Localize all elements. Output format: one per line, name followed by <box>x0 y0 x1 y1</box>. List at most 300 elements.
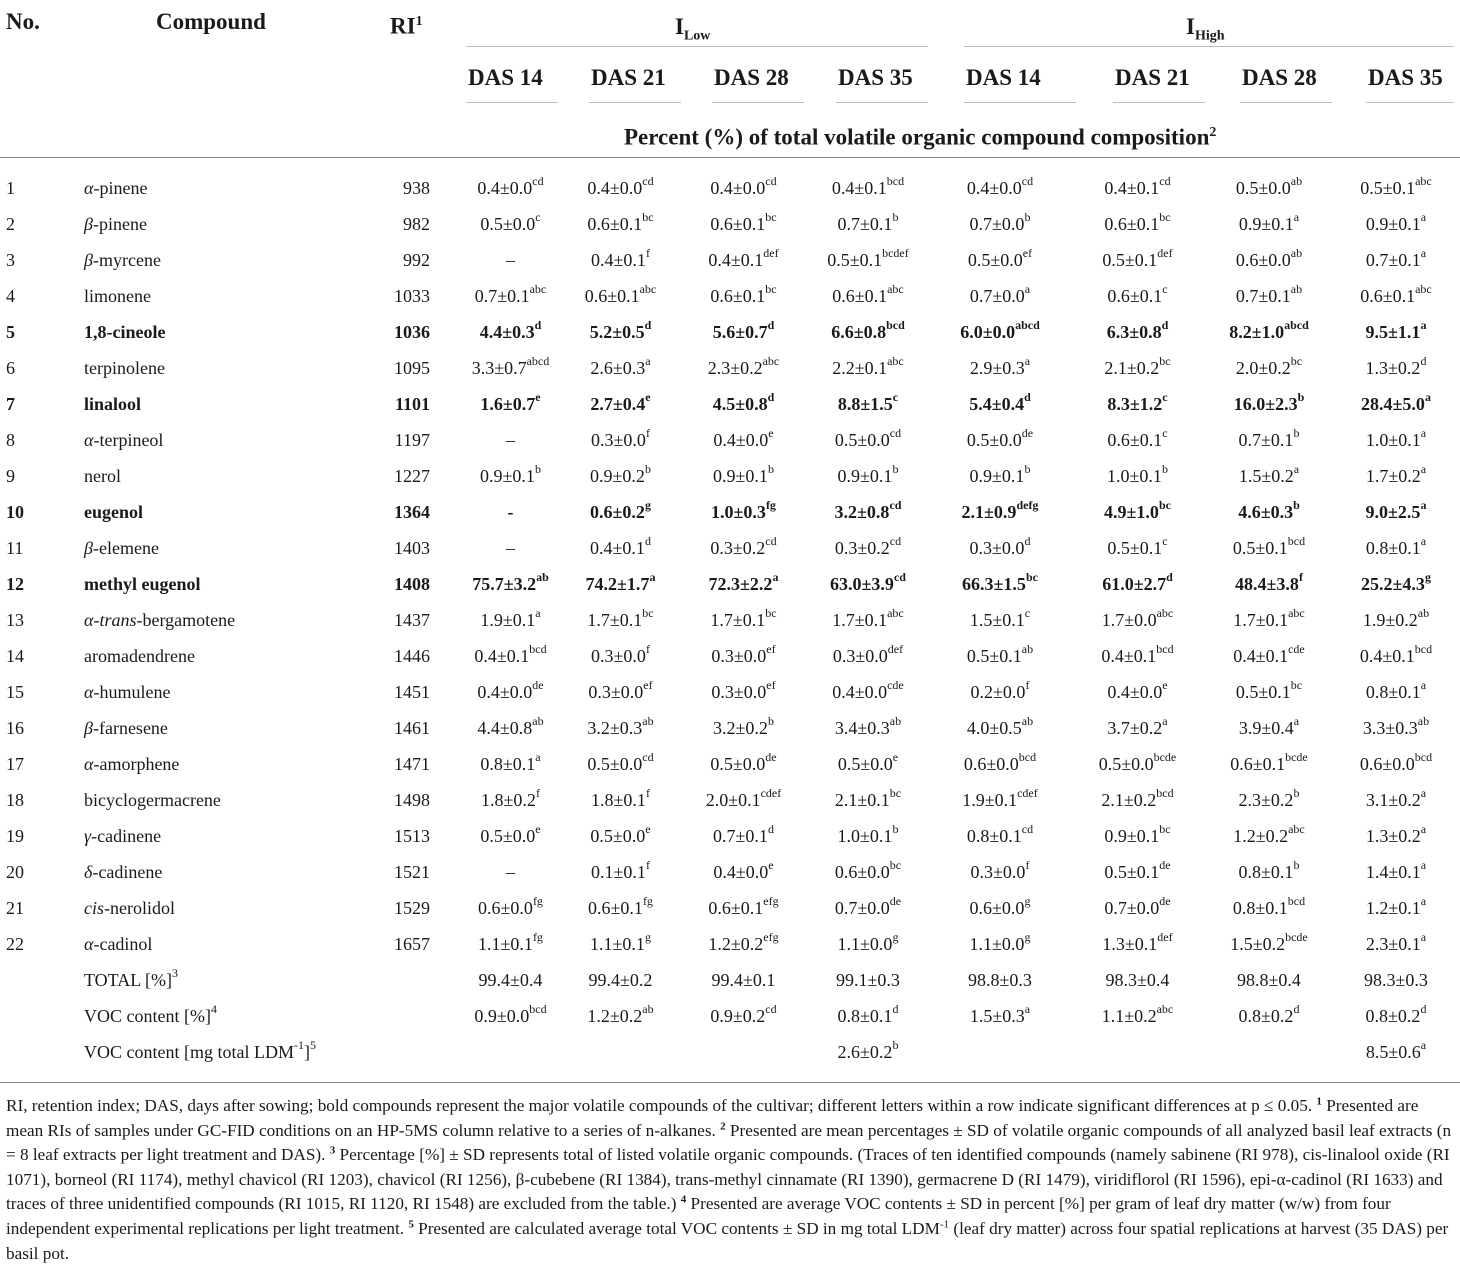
significance-letters: g <box>644 498 651 512</box>
significance-letters: a <box>1293 210 1300 224</box>
value-text: 0.6±0.1 <box>1104 214 1160 234</box>
significance-letters: bc <box>1159 822 1171 836</box>
significance-letters: a <box>1420 210 1427 224</box>
value-text: 0.6±0.1 <box>1230 754 1286 774</box>
value-cell <box>682 746 805 782</box>
row-number <box>0 1034 84 1070</box>
row-number: 16 <box>6 718 24 738</box>
value-text: 99.4±0.1 <box>711 970 776 990</box>
value-text: 0.3±0.0 <box>832 646 888 666</box>
significance-letters: bcd <box>1156 642 1174 656</box>
significance-letters: b <box>892 210 899 224</box>
value-text: 2.1±0.2 <box>1104 358 1160 378</box>
value-text: 0.4±0.1 <box>1101 646 1157 666</box>
value-text: 3.3±0.3 <box>1362 718 1418 738</box>
retention-index: 1461 <box>394 718 430 738</box>
significance-letters: c <box>1024 606 1031 620</box>
significance-letters: bc <box>642 210 654 224</box>
value-text: 28.4±5.0 <box>1361 394 1425 414</box>
table-row <box>0 242 1460 278</box>
compound-label: eugenol <box>84 502 144 522</box>
value-text: 8.5±0.6 <box>1365 1042 1421 1062</box>
value-cell <box>805 854 931 890</box>
value-cell <box>559 674 682 710</box>
value-text: 0.8±0.2 <box>1365 1006 1421 1026</box>
value-text: 0.9±0.2 <box>710 1006 766 1026</box>
value-cell <box>1332 206 1460 242</box>
value-cell <box>559 386 682 422</box>
header-no: No. <box>6 9 40 34</box>
value-text: 0.8±0.1 <box>1232 898 1288 918</box>
value-cell <box>462 206 559 242</box>
value-text: 0.3±0.0 <box>711 646 767 666</box>
value-cell <box>931 782 1069 818</box>
table-row <box>0 566 1460 602</box>
compound-name <box>84 818 360 854</box>
compound-prefix: β- <box>84 250 99 270</box>
value-cell <box>559 1034 682 1070</box>
compound-label: 1,8-cineole <box>84 322 166 342</box>
compound-label: terpinolene <box>84 358 165 378</box>
compound-label: -nerolidol <box>104 898 175 918</box>
value-cell <box>1332 746 1460 782</box>
value-cell <box>805 350 931 386</box>
value-cell <box>682 422 805 458</box>
value-cell <box>805 206 931 242</box>
compound-name <box>84 638 360 674</box>
significance-letters: bcde <box>1285 930 1308 944</box>
table-row <box>0 350 1460 386</box>
table-row <box>0 494 1460 530</box>
significance-letters: a <box>649 570 656 584</box>
value-text: 0.8±0.1 <box>1365 538 1421 558</box>
header-das-low-35: DAS 35 <box>838 65 913 90</box>
row-number <box>0 962 84 998</box>
significance-letters: ab <box>532 714 544 728</box>
significance-letters: bc <box>1290 354 1303 368</box>
significance-letters: ab <box>642 1002 654 1016</box>
value-cell <box>1206 782 1332 818</box>
value-text: 0.8±0.1 <box>837 1006 893 1026</box>
significance-letters: a <box>1162 714 1168 728</box>
value-text: 3.2±0.2 <box>713 718 768 738</box>
value-cell <box>462 170 559 206</box>
value-text: 0.9±0.1 <box>713 466 768 486</box>
value-text: 0.7±0.1 <box>1235 286 1291 306</box>
value-cell <box>1069 422 1206 458</box>
row-number: 17 <box>6 754 24 774</box>
value-text: 0.9±0.0 <box>474 1006 530 1026</box>
significance-letters: cd <box>765 174 777 188</box>
significance-letters: fg <box>765 498 776 512</box>
value-text: 0.5±0.0 <box>834 430 890 450</box>
compound-name <box>84 854 360 890</box>
compound-name <box>84 602 360 638</box>
significance-letters: a <box>1293 714 1300 728</box>
value-cell <box>1206 314 1332 350</box>
table-row <box>0 206 1460 242</box>
significance-letters: bcd <box>1018 750 1037 764</box>
significance-letters: g <box>1424 570 1431 584</box>
significance-letters: a <box>1420 894 1427 908</box>
value-text: – <box>506 430 515 450</box>
table-row <box>0 926 1460 962</box>
header-ri: $RI^1$ <box>390 13 423 39</box>
value-text: 8.3±1.2 <box>1107 394 1163 414</box>
value-cell <box>1069 638 1206 674</box>
value-cell <box>1069 674 1206 710</box>
value-cell <box>682 314 805 350</box>
value-cell <box>805 566 931 602</box>
value-text: 0.4±0.0 <box>1107 682 1163 702</box>
compound-name <box>84 710 360 746</box>
value-text: 61.0±2.7 <box>1102 574 1167 594</box>
summary-label <box>84 962 360 998</box>
row-number: 21 <box>6 898 24 918</box>
value-text: 1.7±0.0 <box>1101 610 1157 630</box>
significance-letters: bc <box>1290 678 1303 692</box>
value-text: 0.7±0.0 <box>969 286 1025 306</box>
value-cell <box>805 530 931 566</box>
compound-label: elemene <box>98 538 159 558</box>
value-cell <box>1069 998 1206 1034</box>
value-text: 0.5±0.1 <box>1107 538 1163 558</box>
significance-letters: ab <box>1021 642 1034 656</box>
row-number: 4 <box>6 286 15 306</box>
value-cell <box>1206 962 1332 998</box>
value-cell <box>462 278 559 314</box>
significance-letters: b <box>1293 426 1300 440</box>
value-cell <box>1206 638 1332 674</box>
compound-name <box>84 458 360 494</box>
value-text: 0.4±0.0 <box>966 178 1022 198</box>
significance-letters: bc <box>1159 210 1171 224</box>
value-cell <box>462 242 559 278</box>
compound-label: bicyclogermacrene <box>84 790 221 810</box>
value-text: 2.3±0.2 <box>1238 790 1294 810</box>
compound-name <box>84 386 360 422</box>
value-cell <box>805 674 931 710</box>
value-cell <box>931 350 1069 386</box>
row-number: 9 <box>6 466 15 486</box>
compound-suffix: -bergamotene <box>136 610 236 630</box>
value-text: 0.3±0.2 <box>710 538 766 558</box>
significance-letters: b <box>1293 498 1300 512</box>
value-cell <box>682 818 805 854</box>
value-text: 98.8±0.4 <box>1237 970 1301 990</box>
significance-letters: bcd <box>529 1002 547 1016</box>
table-row <box>0 710 1460 746</box>
retention-index: 1364 <box>394 502 430 522</box>
value-text: 2.1±0.9 <box>961 502 1017 522</box>
value-text: 1.0±0.1 <box>1107 466 1162 486</box>
value-cell <box>682 530 805 566</box>
significance-letters: bc <box>1025 570 1038 584</box>
value-text: 1.2±0.2 <box>1233 826 1289 846</box>
significance-letters: bc <box>765 210 777 224</box>
compound-label: methyl eugenol <box>84 574 201 594</box>
summary-label <box>84 998 360 1034</box>
row-number: 1 <box>6 178 15 198</box>
significance-letters: bcdef <box>882 246 909 260</box>
significance-letters: cd <box>889 498 902 512</box>
retention-index: 982 <box>403 214 430 234</box>
value-text: 0.6±0.1 <box>708 898 764 918</box>
value-cell <box>559 710 682 746</box>
value-cell <box>1206 170 1332 206</box>
compound-label: cadinol <box>99 934 153 954</box>
significance-letters: efg <box>763 930 779 944</box>
retention-index: 938 <box>403 178 430 198</box>
table-row <box>0 638 1460 674</box>
value-text: 1.5±0.2 <box>1238 466 1294 486</box>
compound-prefix: α- <box>84 934 100 954</box>
value-cell <box>931 926 1069 962</box>
significance-letters: e <box>535 822 541 836</box>
significance-letters: d <box>1420 1002 1427 1016</box>
compound-name <box>84 746 360 782</box>
significance-letters: b <box>892 462 899 476</box>
significance-letters: def <box>763 246 779 260</box>
das-rule-low-35 <box>836 102 928 103</box>
value-text: 0.5±0.1 <box>827 250 883 270</box>
significance-letters: e <box>535 390 541 404</box>
value-cell <box>1069 710 1206 746</box>
significance-letters: a <box>1420 318 1427 332</box>
significance-letters: b <box>767 714 774 728</box>
value-cell <box>462 782 559 818</box>
value-cell <box>1332 242 1460 278</box>
significance-letters: ab <box>889 714 902 728</box>
table-bottom-rule <box>0 1082 1460 1083</box>
value-cell <box>1069 926 1206 962</box>
value-cell <box>462 674 559 710</box>
value-cell <box>931 494 1069 530</box>
value-text: 0.6±0.1 <box>710 214 766 234</box>
compound-label: amorphene <box>99 754 180 774</box>
value-text: 2.3±0.1 <box>1365 934 1421 954</box>
value-cell <box>1069 782 1206 818</box>
significance-letters: bc <box>1159 354 1171 368</box>
value-cell <box>682 782 805 818</box>
value-text: 0.5±0.1 <box>966 646 1022 666</box>
value-text: 0.9±0.1 <box>969 466 1025 486</box>
value-text: 0.5±0.0 <box>710 754 766 774</box>
value-cell <box>805 314 931 350</box>
significance-letters: bcd <box>1414 642 1433 656</box>
row-number: 2 <box>6 214 15 234</box>
das-rule-high-35 <box>1366 102 1454 103</box>
value-cell <box>805 638 931 674</box>
value-text: 0.4±0.1 <box>590 538 645 558</box>
value-text: 0.5±0.1 <box>1232 538 1288 558</box>
compound-label: pinene <box>99 178 148 198</box>
value-text: 0.6±0.0 <box>1359 754 1415 774</box>
retention-index: 1437 <box>394 610 430 630</box>
significance-letters: b <box>1297 390 1305 404</box>
value-text: 2.9±0.3 <box>969 358 1025 378</box>
value-text: 2.6±0.3 <box>590 358 646 378</box>
value-text: 0.6±0.1 <box>587 214 643 234</box>
value-text: 0.3±0.0 <box>588 682 644 702</box>
value-cell <box>1206 386 1332 422</box>
significance-letters: a <box>535 606 541 620</box>
significance-letters: abc <box>1415 174 1432 188</box>
significance-letters: cdef <box>760 786 782 800</box>
value-text: 3.9±0.4 <box>1238 718 1294 738</box>
significance-letters: g <box>1024 930 1031 944</box>
value-text: 1.9±0.1 <box>962 790 1018 810</box>
compound-name <box>84 890 360 926</box>
value-cell <box>1332 350 1460 386</box>
value-text: 2.2±0.1 <box>832 358 888 378</box>
compound-name <box>84 314 360 350</box>
row-number: 5 <box>6 322 15 342</box>
das-rule-high-28 <box>1240 102 1332 103</box>
value-cell <box>462 746 559 782</box>
value-text: 48.4±3.8 <box>1235 574 1299 594</box>
significance-letters: abc <box>1288 822 1305 836</box>
value-text: 1.9±0.1 <box>480 610 536 630</box>
value-cell <box>559 242 682 278</box>
value-text: 1.1±0.1 <box>478 934 533 954</box>
significance-letters: cd <box>532 174 544 188</box>
value-text: 1.8±0.2 <box>481 790 536 810</box>
significance-letters: b <box>1024 210 1031 224</box>
value-text: 0.4±0.1 <box>474 646 530 666</box>
significance-letters: c <box>1162 426 1168 440</box>
significance-letters: bc <box>765 606 777 620</box>
value-text: - <box>507 502 514 522</box>
row-number: 7 <box>6 394 15 414</box>
value-text: 0.5±0.1 <box>1235 682 1291 702</box>
summary-label <box>84 1034 360 1070</box>
value-text: 2.0±0.1 <box>705 790 761 810</box>
value-text: 0.4±0.0 <box>477 178 533 198</box>
value-text: 4.9±1.0 <box>1104 502 1159 522</box>
das-rule-high-21 <box>1113 102 1205 103</box>
value-text: 0.7±0.1 <box>1238 430 1294 450</box>
significance-letters: b <box>534 462 541 476</box>
significance-letters: abc <box>1288 606 1305 620</box>
value-cell <box>805 890 931 926</box>
row-number: 22 <box>6 934 24 954</box>
value-text: 0.5±0.1 <box>1102 250 1158 270</box>
header-das-low-21: DAS 21 <box>591 65 666 90</box>
significance-letters: f <box>645 246 650 260</box>
table-row <box>0 530 1460 566</box>
value-cell <box>1332 962 1460 998</box>
value-cell <box>805 962 931 998</box>
value-text: 1.1±0.1 <box>590 934 645 954</box>
significance-letters: de <box>1021 426 1034 440</box>
value-cell <box>1332 926 1460 962</box>
value-cell <box>682 674 805 710</box>
value-cell <box>931 710 1069 746</box>
significance-letters: d <box>1024 390 1031 404</box>
value-text: 0.7±0.0 <box>834 898 890 918</box>
value-cell <box>1206 350 1332 386</box>
significance-letters: abc <box>1156 1002 1174 1016</box>
significance-letters: abc <box>887 354 904 368</box>
value-cell <box>682 926 805 962</box>
value-text: 1.1±0.0 <box>837 934 893 954</box>
significance-letters: b <box>1161 462 1168 476</box>
compound-prefix: α- <box>84 430 100 450</box>
summary-row <box>0 962 1460 998</box>
retention-index: 1446 <box>394 646 430 666</box>
value-text: 1.0±0.1 <box>1365 430 1421 450</box>
value-cell <box>931 746 1069 782</box>
row-number: 3 <box>6 250 15 270</box>
value-text: 2.7±0.4 <box>590 394 646 414</box>
value-text: 75.7±3.2 <box>472 574 537 594</box>
summary-label-text: VOC content [%] <box>84 1006 211 1026</box>
compound-prefix: α- <box>84 682 100 702</box>
value-text: 0.5±0.0 <box>587 754 643 774</box>
significance-letters: a <box>1293 462 1300 476</box>
significance-letters: bc <box>889 786 902 800</box>
value-cell <box>559 530 682 566</box>
summary-label-end: ] <box>303 1042 310 1062</box>
value-cell <box>805 494 931 530</box>
significance-letters: cd <box>893 570 906 584</box>
row-number: 12 <box>6 574 24 594</box>
value-text: 3.3±0.7 <box>471 358 527 378</box>
value-cell <box>559 854 682 890</box>
value-text: 0.4±0.1 <box>1104 178 1160 198</box>
significance-letters: a <box>1420 930 1427 944</box>
value-text: 1.5±0.2 <box>1230 934 1286 954</box>
significance-letters: ef <box>643 678 653 692</box>
significance-letters: cd <box>1159 174 1171 188</box>
value-text: 0.7±0.1 <box>1365 250 1421 270</box>
significance-letters: a <box>1420 534 1427 548</box>
table-footnote: RI, retention index; DAS, days after sowing; bold compounds represent the major volatile compounds of the cultivar; different letters within a row indicate significant differences at p ≤ 0.05. $^1$ Presented are mean RIs of samples under GC-FID conditions on an HP-5MS column relative to a series of n-alkanes. $^2$ Presented are mean percentages ± SD of volatile organic compounds of all analyzed basil leaf extracts (n = 8 leaf extracts per light treatment and DAS). $^3$ Percentage [%] ± SD represents total of listed volatile organic compounds. (Traces of ten identified compounds (namely sabinene (RI 978), cis-linalool oxide (RI 1071), borneol (RI 1174), methyl chavicol (RI 1203), chavicol (RI 1256), β-cubebene (RI 1384), trans-methyl cinnamate (RI 1390), germacrene D (RI 1479), viridiflorol (RI 1596), epi-α-cadinol (RI 1633) and traces of three unidentified compounds (RI 1015, RI 1120, RI 1548) are excluded from the table.) $^4$ Presented are average VOC contents ± SD in percent [%] per gram of leaf dry matter (w/w) from four independent experimental replications per light treatment. $^5$ Presented are calculated average total VOC contents ± SD in mg total $LDM^{-1}$ (leaf dry matter) across four spatial replications at harvest (35 DAS) per basil pot. <box>6 1095 1452 1263</box>
value-cell <box>1206 458 1332 494</box>
table-row <box>0 422 1460 458</box>
value-cell <box>1332 530 1460 566</box>
value-cell <box>682 242 805 278</box>
value-text: 0.4±0.0 <box>477 682 533 702</box>
value-text: 1.3±0.1 <box>1102 934 1158 954</box>
significance-letters: bcd <box>529 642 547 656</box>
significance-letters: cdef <box>1017 786 1038 800</box>
compound-prefix: α- <box>84 610 100 630</box>
significance-letters: abcd <box>526 354 550 368</box>
value-cell <box>931 854 1069 890</box>
significance-letters: d <box>1161 318 1169 332</box>
significance-letters: f <box>645 786 650 800</box>
retention-index: 1408 <box>394 574 430 594</box>
table-row <box>0 854 1460 890</box>
value-text: 0.3±0.0 <box>711 682 767 702</box>
value-text: 0.5±0.0 <box>480 826 536 846</box>
retention-index: 1197 <box>394 430 430 450</box>
significance-letters: e <box>1162 678 1168 692</box>
compound-name <box>84 278 360 314</box>
value-cell <box>931 674 1069 710</box>
value-cell <box>559 350 682 386</box>
value-cell <box>462 854 559 890</box>
significance-letters: d <box>892 1002 899 1016</box>
value-text: 0.4±0.1 <box>591 250 646 270</box>
value-cell <box>1206 602 1332 638</box>
significance-letters: ef <box>766 678 776 692</box>
table-row <box>0 386 1460 422</box>
value-cell <box>559 638 682 674</box>
value-text: 4.4±0.8 <box>477 718 533 738</box>
